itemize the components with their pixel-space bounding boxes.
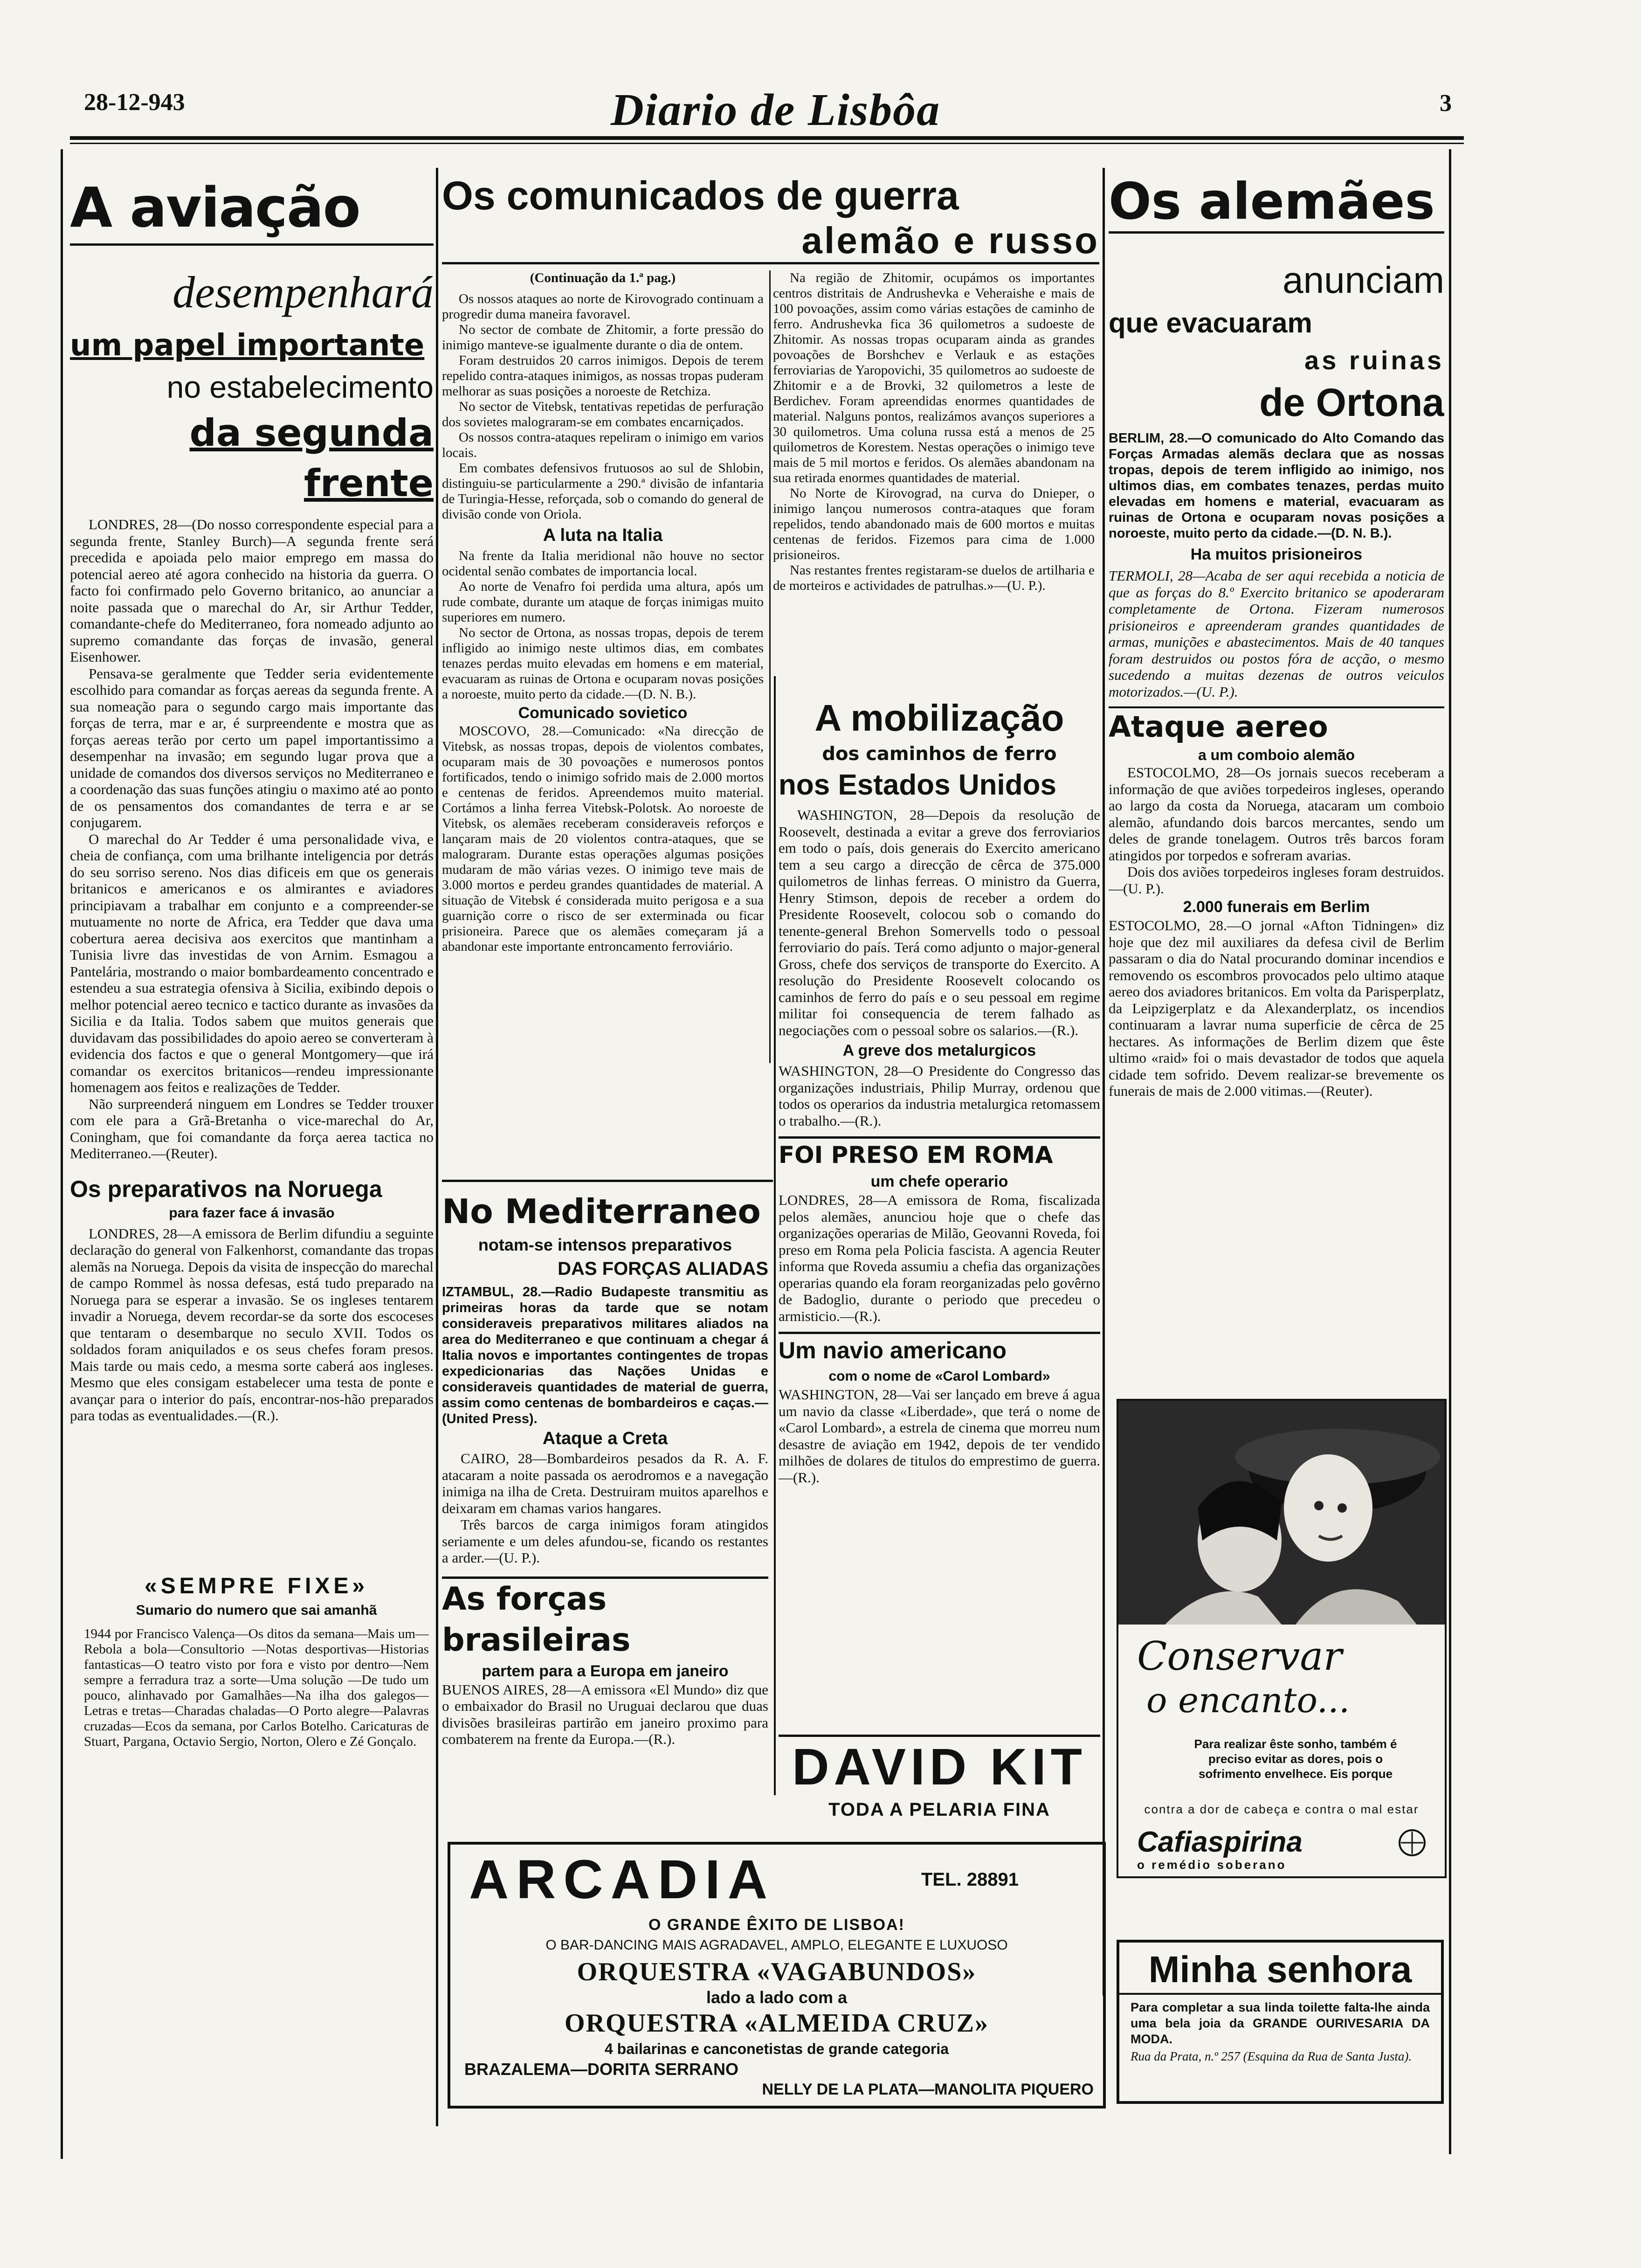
ad-tagline: o remédio soberano [1137, 1858, 1287, 1872]
ad-arcadia-name: ARCADIA [469, 1849, 775, 1910]
subhead-funerais: 2.000 funerais em Berlim [1183, 898, 1370, 916]
headline-underline [1109, 231, 1444, 234]
ad-line: lado a lado com a [706, 1988, 848, 2007]
ad-brand: DAVID KIT [792, 1738, 1087, 1796]
headline-navio: Um navio americano [779, 1337, 1007, 1363]
article-body [70, 516, 434, 1162]
paragraph: Três barcos de carga inimigos foram atingidos seriamente e um deles afundou-se, ficando os restantes a arder.—(U. P.). [442, 1516, 768, 1566]
ad-line: O GRANDE ÊXITO DE LISBOA! [648, 1916, 905, 1934]
headline-alemao-russo: alemão e russo [801, 220, 1099, 261]
paragraph: Os nossos ataques ao norte de Kirovogrado continuam a progredir duma maneira favoravel. [442, 291, 764, 322]
paragraph: LONDRES, 28—(Do nosso correspondente especial para a segunda frente, Stanley Burch)—A segunda frente será precedida e apoiada pelo maior emprego em massa do potencial aereo até agora conhecido na historia da guerra. O facto foi confirmado pelo Governo britanico, ao anunciar a noite passada que o marechal do Ar, sir Arthur Tedder, comandante-chefe do Mediterraneo, fora nomeado adjunto ao supremo comandante das forças de invasão, general Eisenhower. [70, 516, 434, 665]
ad-title: Minha senhora [1148, 1949, 1412, 1990]
paragraph: Não surpreenderá ninguem em Londres se Tedder trouxer com ele para a Grã-Bretanha o vice-marechal do Ar, Coningham, que foi comandante da força aerea tactica no Mediterraneo.—(Reuter). [70, 1095, 434, 1162]
page-border [61, 149, 63, 2159]
column-rule [769, 270, 771, 1063]
headline-desempenhara: desempenhará [172, 267, 434, 317]
ad-minha-senhora [1117, 1940, 1444, 2104]
paragraph: O marechal do Ar Tedder é uma personalidade viva, e cheia de confiança, com uma brilhante inteligencia por detrás do seu sorriso sereno. Nos dias dificeis em que os generais britanicos e americanos e os almirantes e aviadores principiavam a trabalhar em conjunto e a compreender-se mutuamente no norte de Africa, era Tedder que dava uma cobertura aerea decisiva aos exercitos que mantinham a Tunisia livre das investidas de von Arnim. Esmagou a Pantelária, mostrando o maior bombardeamento concentrado e estendeu a sua estrategia ofensiva à Sicilia, exibindo depois o melhor potencial aereo tecnico e tactico durante as invasões da Sicilia e da Italia. Todos sabem que muitos generais que duvidavam das possibilidades do apoio aereo se converteram à evidencia dos factos e que o general Montgomery—que irá comandar os exercitos britanicos—rendeu impressionante homenagem aos feitos e realizações de Tedder. [70, 830, 434, 1095]
article-body: TERMOLI, 28—Acaba de ser aqui recebida a noticia de que as forças do 8.º Exercito britanico se apoderaram completamente de Ortona. Fizeram numerosos prisioneiros e apreenderam grandes quantidades de armas, munições e abastecimentos. Mais de 40 tanques foram destruidos ou postos fóra de acção, o mesmo sucedendo a muitas dezenas de outros veiculos motorizados.—(U. P.). [1109, 567, 1444, 700]
paragraph: LONDRES, 28—A emissora de Berlim difundiu a seguinte declaração do general von Falkenhorst, comandante das tropas alemãs na Noruega. Depois da visita de inspecção do marechal de campo Rommel às nossa defesas, está tudo preparado na Noruega para se esperar a invasão. Se os ingleses tentarem invadir a Noruega, devem recordar-se da sorte dos escoceses que tentaram o desembarque no seculo XVII. Todos os soldados foram aniquilados e os seus chefes foram presos. Mais tarde ou mais cedo, a mesma sorte caberá aos ingleses. Mesmo que eles consigam estabelecer uma testa de ponte e avançar para o interior do país, encontrar-nos-hão preparados para todas as eventualidades.—(R.). [70, 1225, 434, 1424]
subhead-carol: com o nome de «Carol Lombard» [828, 1369, 1050, 1384]
headline-underline [442, 262, 1099, 264]
paragraph: WASHINGTON, 28—Depois da resolução de Roosevelt, destinada a evitar a greve dos ferroviarios em todo o país, dois generais do Exercito americano tem a seu cargo a direcção de cêrca de 375.000 quilometros de linhas ferreas. O ministro da Guerra, Henry Stimson, depois de receber a ordem do Presidente Roosevelt, colocou sob o comando do tenente-general Brehon Somervells todo o pessoal ferroviario do país. Terá como adjunto o major-general Gross, chefe dos serviços de transporte do Exercito. A resolução do Presidente Roosevelt colocando os caminhos de ferro do país e o seu pessoal em regime militar foi consequencia de terem falhado as negociações com o pessoal sobre os salarios.—(R.). [779, 807, 1100, 1038]
ad-script-encanto: o encanto... [1146, 1680, 1350, 1721]
ad-line: BRAZALEMA—DORITA SERRANO [464, 2060, 738, 2079]
ad-tagline: TODA A PELARIA FINA [828, 1799, 1050, 1820]
continuation-note: (Continuação da 1.ª pag.) [530, 270, 676, 285]
subhead-italia: A luta na Italia [543, 526, 663, 545]
article-body: IZTAMBUL, 28.—Radio Budapeste transmitiu as primeiras horas da tarde que se notam consideraveis preparativos militares aliados na area do Mediterraneo e que continuam a chegar á Italia novos e importantes contingentes de tropas expedicionarias das Nações Unidas e consideraveis quantidades de material de guerra, assim como centenas de bombardeiros e caças.—(United Press). [442, 1285, 768, 1426]
page-number: 3 [1440, 90, 1452, 117]
article-body [442, 1450, 768, 1566]
subhead-janeiro: partem para a Europa em janeiro [482, 1662, 729, 1680]
ad-text: Para realizar êste sonho, também é preciso evitar as dores, pois o sofrimento envelhece. Eis porque [1194, 1737, 1397, 1781]
article-ortona [1109, 173, 1444, 1394]
ad-arcadia-tel: TEL. 28891 [921, 1869, 1019, 1890]
paragraph: No sector de Ortona, as nossas tropas, depois de terem infligido ao inimigo neste ultimos dias, em combates tenazes perdas muito elevadas em homens e em material, evacuaram as ruinas de Ortona e ocuparam novas posições a noroeste, muito perto da cidade.—(D. N. B.). [442, 625, 764, 702]
headline-estabelecimento: no estabelecimento [166, 370, 434, 404]
subhead-operario: um chefe operario [870, 1173, 1008, 1190]
column-rule [436, 168, 438, 2126]
issue-date: 28-12-943 [84, 89, 185, 116]
ad-body: 1944 por Francisco Valença—Os ditos da semana—Mais um—Rebola a bola—Consultorio —Notas desportivas—Historias fantasticas—O teatro visto por fora e visto por dentro—Nem sempre a ferradura traz a sorte—Uma solução —De tudo um pouco, alinhavado por Gamalhães—Na ilha dos galegos—Letras e tretas—Charadas chaladas—O Porto alegre—Palavras cruzadas—Ecos da semana, por Carlos Botelho. Caricaturas de Stuart, Pargana, Octavio Sergio, Norton, Olero e Zé Gonçalo. [84, 1626, 429, 1749]
paragraph: No Norte de Kirovograd, na curva do Dnieper, o inimigo lançou numerosos contra-ataques que foram repelidos, tendo abandonado mais de 600 mortos e muitas centenas de feridos. Fizemos para cima de 1.000 prisioneiros. [773, 486, 1095, 562]
article-body: LONDRES, 28—A emissora de Roma, fiscalizada pelos alemães, anunciou hoje que o chefe das organizações operarias de Milão, Geovanni Roveda, foi preso em Roma pela Policia fascista. A agencia Reuter informa que Roveda assumiu a chefia das organizações operarias quando ela foram reorganizadas pelo govêrno de Badoglio, durante o periodo que precedeu o armisticio.—(R.). [779, 1192, 1100, 1324]
subhead-sovietico: Comunicado sovietico [518, 704, 688, 722]
right-subcolumn [773, 270, 1095, 594]
paragraph: No sector de Vitebsk, tentativas repetidas de perfuração dos sovietes malograram-se em combates encarniçados. [442, 399, 764, 429]
article-body [779, 807, 1100, 1038]
couple-illustration [1118, 1401, 1445, 1625]
paragraph: Ao norte de Venafro foi perdida uma altura, após um rude combate, durante um ataque de forças inimigas muito superiores em numero. [442, 579, 764, 625]
headline-anunciam: anunciam [1282, 259, 1444, 301]
headline-ruinas: as ruinas [1304, 346, 1444, 375]
newspaper-title: Diario de Lisbôa [611, 85, 941, 135]
subhead-forcas-aliadas: DAS FORÇAS ALIADAS [558, 1258, 768, 1279]
ad-line: ORQUESTRA «ALMEIDA CRUZ» [565, 2009, 989, 2038]
bayer-cross-logo [1398, 1829, 1426, 1857]
ad-line: 4 bailarinas e canconetistas de grande categoria [604, 2040, 949, 2057]
ad-line: O BAR-DANCING MAIS AGRADAVEL, AMPLO, ELEGANTE E LUXUOSO [545, 1937, 1008, 1953]
ad-body: Para completar a sua linda toilette falta-lhe ainda uma bela joia da GRANDE OURIVESARIA DA MODA. [1131, 2000, 1430, 2046]
headline-estados-unidos: nos Estados Unidos [779, 769, 1056, 801]
headline-ortona: de Ortona [1259, 380, 1444, 424]
page-border [1449, 149, 1451, 2154]
headline-segunda-frente: da segunda frente [189, 411, 434, 505]
ad-title: «SEMPRE FIXE» [144, 1574, 369, 1598]
ad-text-2: contra a dor de cabeça e contra o mal estar [1144, 1802, 1419, 1816]
headline-alemaes: Os alemães [1109, 173, 1435, 231]
subhead-prisioneiros: Ha muitos prisioneiros [1190, 546, 1363, 563]
paragraph: Na frente da Italia meridional não houve no sector ocidental senão combates de importancia local. [442, 548, 764, 579]
paragraph: MOSCOVO, 28.—Comunicado: «Na direcção de Vitebsk, as nossas tropas, depois de violentos combates, ocuparam mais de 30 povoações e numerosos pontos fortificados, tendo o inimigo sofrido mais de 2.000 mortos e centenas de feridos. Apreendemos muito material. Cortámos a linha ferrea Vitebsk-Polotsk. Ao noroeste de Vitebsk, os alemães receberam consideraveis reforços e lançaram mais de 20 violentos contra-ataques, que se malograram. Durante estas operações algumas posições mudaram de mão várias vezes. O inimigo teve mais de 3.000 mortos e perdeu grandes quantidades de material. A situação de Vitebsk é considerada muito perigosa e a sua guarnição corre o risco de ser exterminada ou ficar prisioneira. Parece que os alemães começaram já a abandonar este importante entroncamento ferroviário. [442, 724, 764, 954]
article-body: BUENOS AIRES, 28—A emissora «El Mundo» diz que o embaixador do Brasil no Uruguai declarou que duas divisões brasileiras partirão em janeiro proximo para combaterem na frente da Europa.—(R.). [442, 1681, 768, 1747]
headline-underline [70, 243, 434, 246]
ad-brand: Cafiaspirina [1137, 1826, 1303, 1858]
ad-david-kit [779, 1735, 1100, 1830]
headline-aviacao: A aviação [70, 177, 360, 240]
paragraph: Pensava-se geralmente que Tedder seria evidentemente escolhido para comandar as forças aereas da segunda frente. A sua nomeação para o segundo cargo mais importante das forças de terra, mar e ar, é surpreendente e mostra que as forças aereas terão por certo um papel importantissimo a desempenhar na invasão; em segundo lugar prova que a unidade de comandos dos diversos serviços no Mediterraneo e a coordenação das suas funções atingiu o maximo até ao ponto de os pensamentos dos comandantes de terra e ar se conjugarem. [70, 665, 434, 830]
ad-script-conservar: Conservar [1137, 1633, 1342, 1679]
paragraph: Em combates defensivos frutuosos ao sul de Shlobin, distinguiu-se particularmente a 290.ª divisão de infantaria de Turingia-Hesse, reforçada, sob o comando do general de divisão conde von Oriola. [442, 461, 764, 522]
ad-address: Rua da Prata, n.º 257 (Esquina da Rua de Santa Justa). [1131, 2049, 1412, 2063]
subhead-creta: Ataque a Creta [542, 1429, 668, 1448]
ad-subtitle: Sumario do numero que sai amanhã [136, 1603, 377, 1618]
paragraph: Os nossos contra-ataques repeliram o inimigo em varios locais. [442, 430, 764, 460]
paragraph: ESTOCOLMO, 28—Os jornais suecos receberam a informação de que aviões torpedeiros ingleses, operando ao largo da costa da Noruega, atacaram um comboio alemão, afundando dois barcos mercantes, sendo um deles de grande tonelagem. Outros três barcos foram atingidos por torpedos e sofreram avarias. [1109, 764, 1444, 864]
ad-cafiaspirina [1117, 1399, 1447, 1878]
paragraph: CAIRO, 28—Bombardeiros pesados da R. A. F. atacaram a noite passada os aerodromos e a navegação inimiga na ilha de Creta. Destruiram muitos aparelhos e deixaram em chamas varios hangares. [442, 1450, 768, 1516]
ad-line: ORQUESTRA «VAGABUNDOS» [577, 1957, 977, 1986]
subheadline-noruega: Os preparativos na Noruega [70, 1175, 382, 1202]
subhead-preparativos: notam-se intensos preparativos [478, 1235, 732, 1254]
article-body [1109, 764, 1444, 897]
article-aviacao [70, 177, 434, 1557]
headline-mediterraneo: No Mediterraneo [442, 1192, 761, 1231]
left-subcolumn [442, 270, 764, 954]
paragraph: Na região de Zhitomir, ocupámos os importantes centros distritais de Andrushevka e Veheraishe e mais de 100 povoações, assim como várias estações de caminho de ferro. Andrushevka fica 36 quilometros a sudoeste de Zhitomir. As nossas tropas ocuparam ainda as grandes povoações de Borshchev e Verlauk e as estações ferroviarias de Yaropovichi, 35 quilometros ao sudoeste de Zhitomir e a de Brovki, 32 quilometros a leste de Berdichev. Foram apreendidas enormes quantidades de material. Nalguns pontos, realizámos avanços superiores a 30 quilometros. Uma coluna russa está a menos de 25 quilometros de Korestem. Nestas operações o inimigo teve mais de 5 mil mortos e feridos. Os alemães abandonam na sua retirada enormes quantidades de material. [773, 270, 1095, 485]
section-rule [442, 1180, 773, 1182]
ad-arcadia [448, 1842, 1106, 2109]
ad-sempre-fixe [84, 1571, 429, 1991]
article-body: BERLIM, 28.—O comunicado do Alto Comando das Forças Armadas alemãs declara que as nossas tropas, depois de terem infligido ao inimigo, nos ultimos dias, em combates tenazes, perdas muito elevadas em homens e material, evacuaram as ruinas de Ortona e ocuparam novas posições a noroeste, muito perto da cidade.—(D. N. B.). [1109, 431, 1444, 541]
subhead-comboio: a um comboio alemão [1198, 747, 1355, 763]
headline-roma: FOI PRESO EM ROMA [779, 1141, 1053, 1169]
article-mobilizacao [779, 695, 1100, 1851]
ad-line: NELLY DE LA PLATA—MANOLITA PIQUERO [762, 2081, 1094, 2098]
subhead-invasao: para fazer face á invasão [169, 1205, 335, 1221]
paragraph: Nas restantes frentes registaram-se duelos de artilharia e de morteiros e actividades de patrulhas.»—(U. P.). [773, 563, 1095, 593]
headline-evacuaram: que evacuaram [1109, 307, 1312, 339]
column-rule [1103, 168, 1105, 1996]
subhead-greve: A greve dos metalurgicos [842, 1042, 1036, 1059]
headline-ataque: Ataque aereo [1109, 710, 1328, 744]
paragraph: No sector de combate de Zhitomir, a forte pressão do inimigo manteve-se igualmente durante o dia de ontem. [442, 322, 764, 353]
article-body: WASHINGTON, 28—Vai ser lançado em breve á agua um navio da classe «Liberdade», que terá o nome de «Carol Lombard», a estrela de cinema que morreu num desastre de aviação em 1942, depois de ter vendido milhões de dolares de titulos do emprestimo de guerra.—(R.). [779, 1386, 1100, 1486]
headline-papel: um papel importante [70, 328, 425, 363]
headline-brasileiras: As forças brasileiras [442, 1580, 631, 1659]
article-body [70, 1225, 434, 1424]
paragraph: Dois dos aviões torpedeiros ingleses foram destruidos.—(U. P.). [1109, 864, 1444, 897]
article-body: WASHINGTON, 28—O Presidente do Congresso das organizações industriais, Philip Murray, ordenou que todos os operarios da industria metalurgica retomassem o trabalho.—(R.). [779, 1063, 1100, 1129]
masthead-rule-thin [70, 143, 1464, 144]
article-body: ESTOCOLMO, 28.—O jornal «Afton Tidningen» diz hoje que dez mil auxiliares da defesa civil de Berlim passaram o dia do Natal procurando dominar incendios e removendo os escombros provocados pelo ultimo ataque aereo dos aviadores britanicos. Em volta da Parisperplatz, da Leipzigerplatz e da Alexanderplatz, os incendios continuaram a lavrar numa superficie de cêrca de 25 hectares. As informações de Berlim dizem que êste ultimo «raid» foi o mais devastador de todos que aquela cidade tem sofrido. Devem realizar-se brevemente os funerais de mais de 2.000 vitimas.—(Reuter). [1109, 917, 1444, 1099]
subhead-caminhos: dos caminhos de ferro [822, 743, 1057, 765]
headline-mobilizacao: A mobilização [814, 697, 1064, 739]
paragraph: Foram destruidos 20 carros inimigos. Depois de terem repelido contra-ataques inimigos, as nossas tropas puderam melhorar as suas posições a noroeste de Retchiza. [442, 353, 764, 399]
headline-comunicados: Os comunicados de guerra [442, 173, 959, 218]
masthead-rule [70, 136, 1464, 140]
